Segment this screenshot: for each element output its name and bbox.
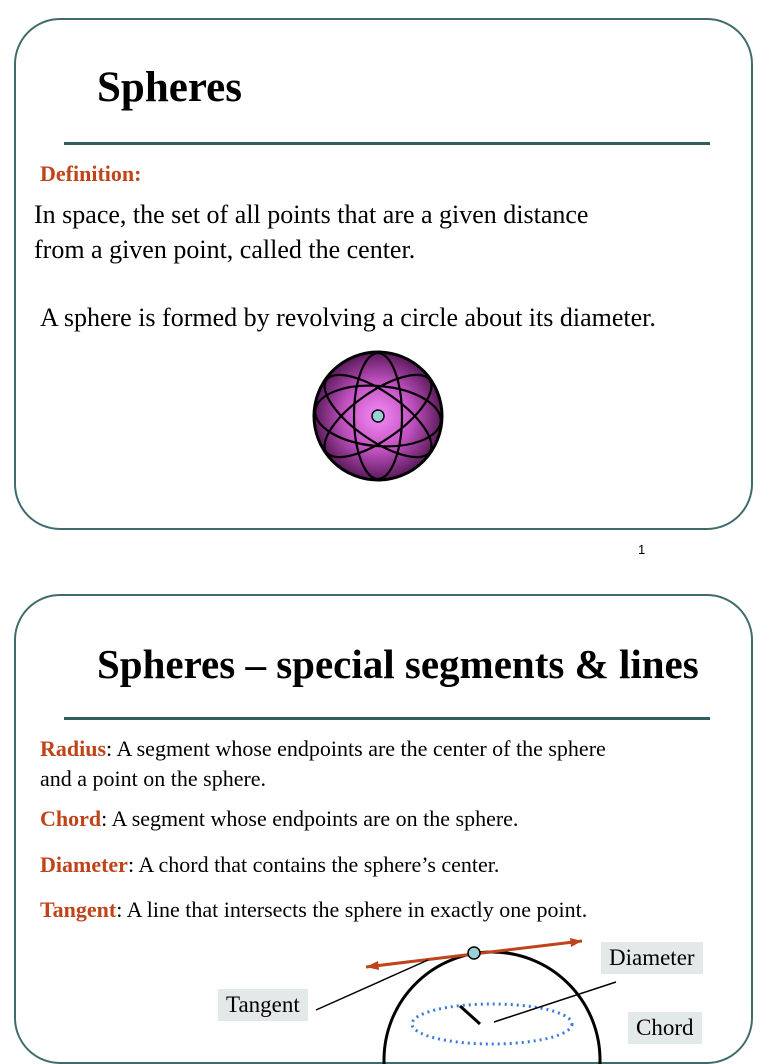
tangent-text: : A line that intersects the sphere in exactly one point. <box>116 897 588 922</box>
definition-label: Definition: <box>40 161 142 186</box>
revolve-text: A sphere is formed by revolving a circle about its diameter. <box>40 303 656 332</box>
definition-line-1: In space, the set of all points that are a given distance <box>34 200 589 229</box>
radius-definition-line-2: and a point on the sphere. <box>40 766 267 791</box>
diameter-label: Diameter <box>601 942 703 974</box>
tangent-label: Tangent <box>218 989 308 1021</box>
slide-2-title: Spheres – special segments & lines <box>97 641 699 687</box>
tangent-term: Tangent <box>40 897 117 922</box>
page-number: 1 <box>638 542 646 557</box>
slide-1-title: Spheres <box>97 64 242 111</box>
chord-text: : A segment whose endpoints are on the sphere. <box>101 806 519 831</box>
chord-term: Chord <box>40 806 102 831</box>
radius-text: : A segment whose endpoints are the center of the sphere <box>106 736 606 761</box>
radius-term: Radius <box>40 736 107 761</box>
chord-label: Chord <box>628 1012 702 1044</box>
definition-line-2: from a given point, called the center. <box>34 235 416 264</box>
diameter-term: Diameter <box>40 852 128 877</box>
diameter-text: : A chord that contains the sphere’s center. <box>127 852 500 877</box>
